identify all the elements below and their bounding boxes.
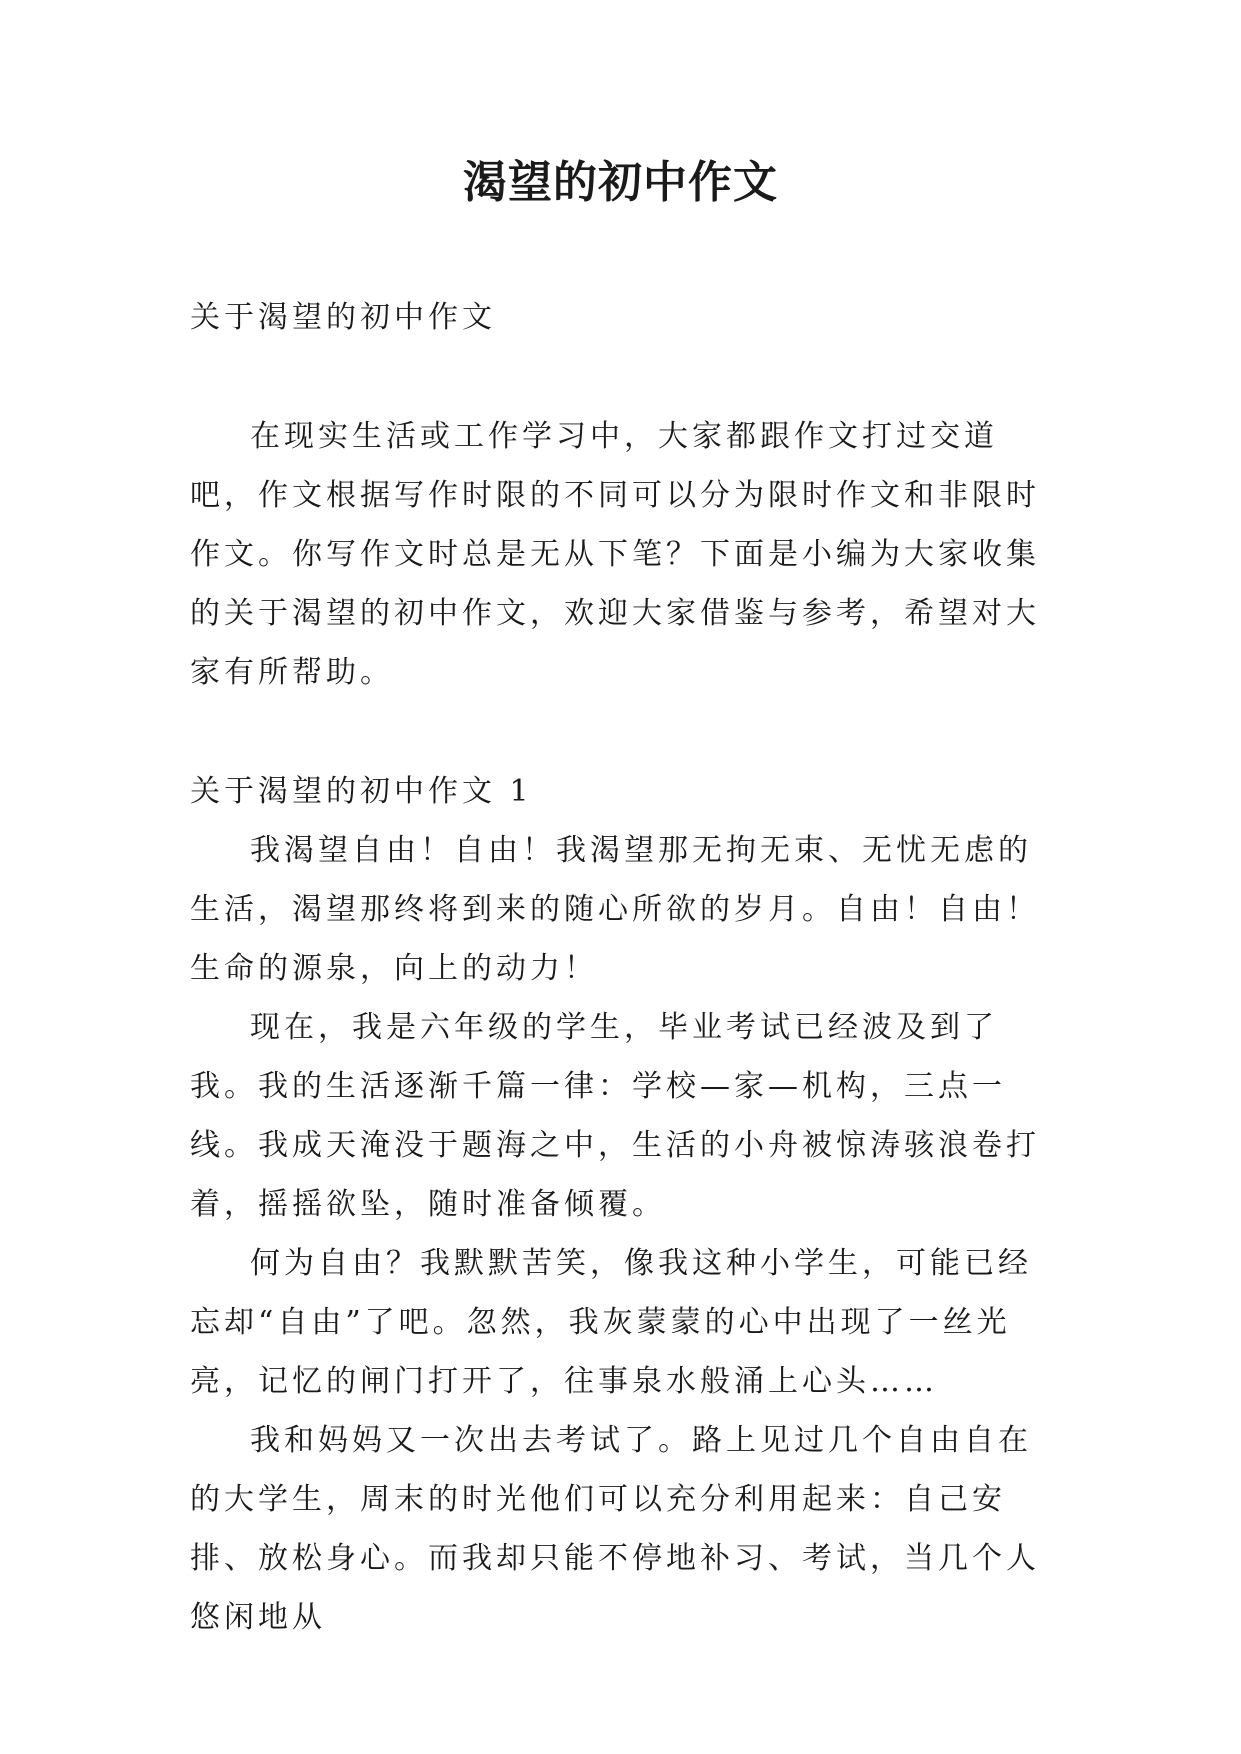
intro-paragraph: 在现实生活或工作学习中，大家都跟作文打过交道吧，作文根据写作时限的不同可以分为限时作文和非限时作文。你写作文时总是无从下笔？下面是小编为大家收集的关于渴望的初中作文，欢迎大家借鉴与参考，希望对大家有所帮助。 (190, 419, 1040, 690)
body-paragraph: 我和妈妈又一次出去考试了。路上见过几个自由自在的大学生，周末的时光他们可以充分利用起来：自己安排、放松身心。而我却只能不停地补习、考试，当几个人悠闲地从 (190, 1423, 1040, 1635)
document-subtitle: 关于渴望的初中作文 (190, 300, 496, 335)
spacer (190, 702, 1065, 762)
document-title: 渴望的初中作文 (463, 157, 778, 208)
document-body (190, 288, 1065, 1647)
body-paragraph: 何为自由？我默默苦笑，像我这种小学生，可能已经忘却“自由”了吧。忽然，我灰蒙蒙的心中出现了一丝光亮，记忆的闸门打开了，往事泉水般涌上心头…… (190, 1246, 1032, 1399)
body-paragraph: 我渴望自由！自由！我渴望那无拘无束、无忧无虑的生活，渴望那终将到来的随心所欲的岁月。自由！自由！生命的源泉，向上的动力！ (190, 833, 1040, 986)
body-paragraph: 现在，我是六年级的学生，毕业考试已经波及到了我。我的生活逐渐千篇一律：学校—家—机构，三点一线。我成天淹没于题海之中，生活的小舟被惊涛骇浪卷打着，摇摇欲坠，随时准备倾覆。 (190, 1010, 1040, 1222)
section-heading: 关于渴望的初中作文 1 (190, 774, 533, 809)
spacer (190, 347, 1065, 407)
